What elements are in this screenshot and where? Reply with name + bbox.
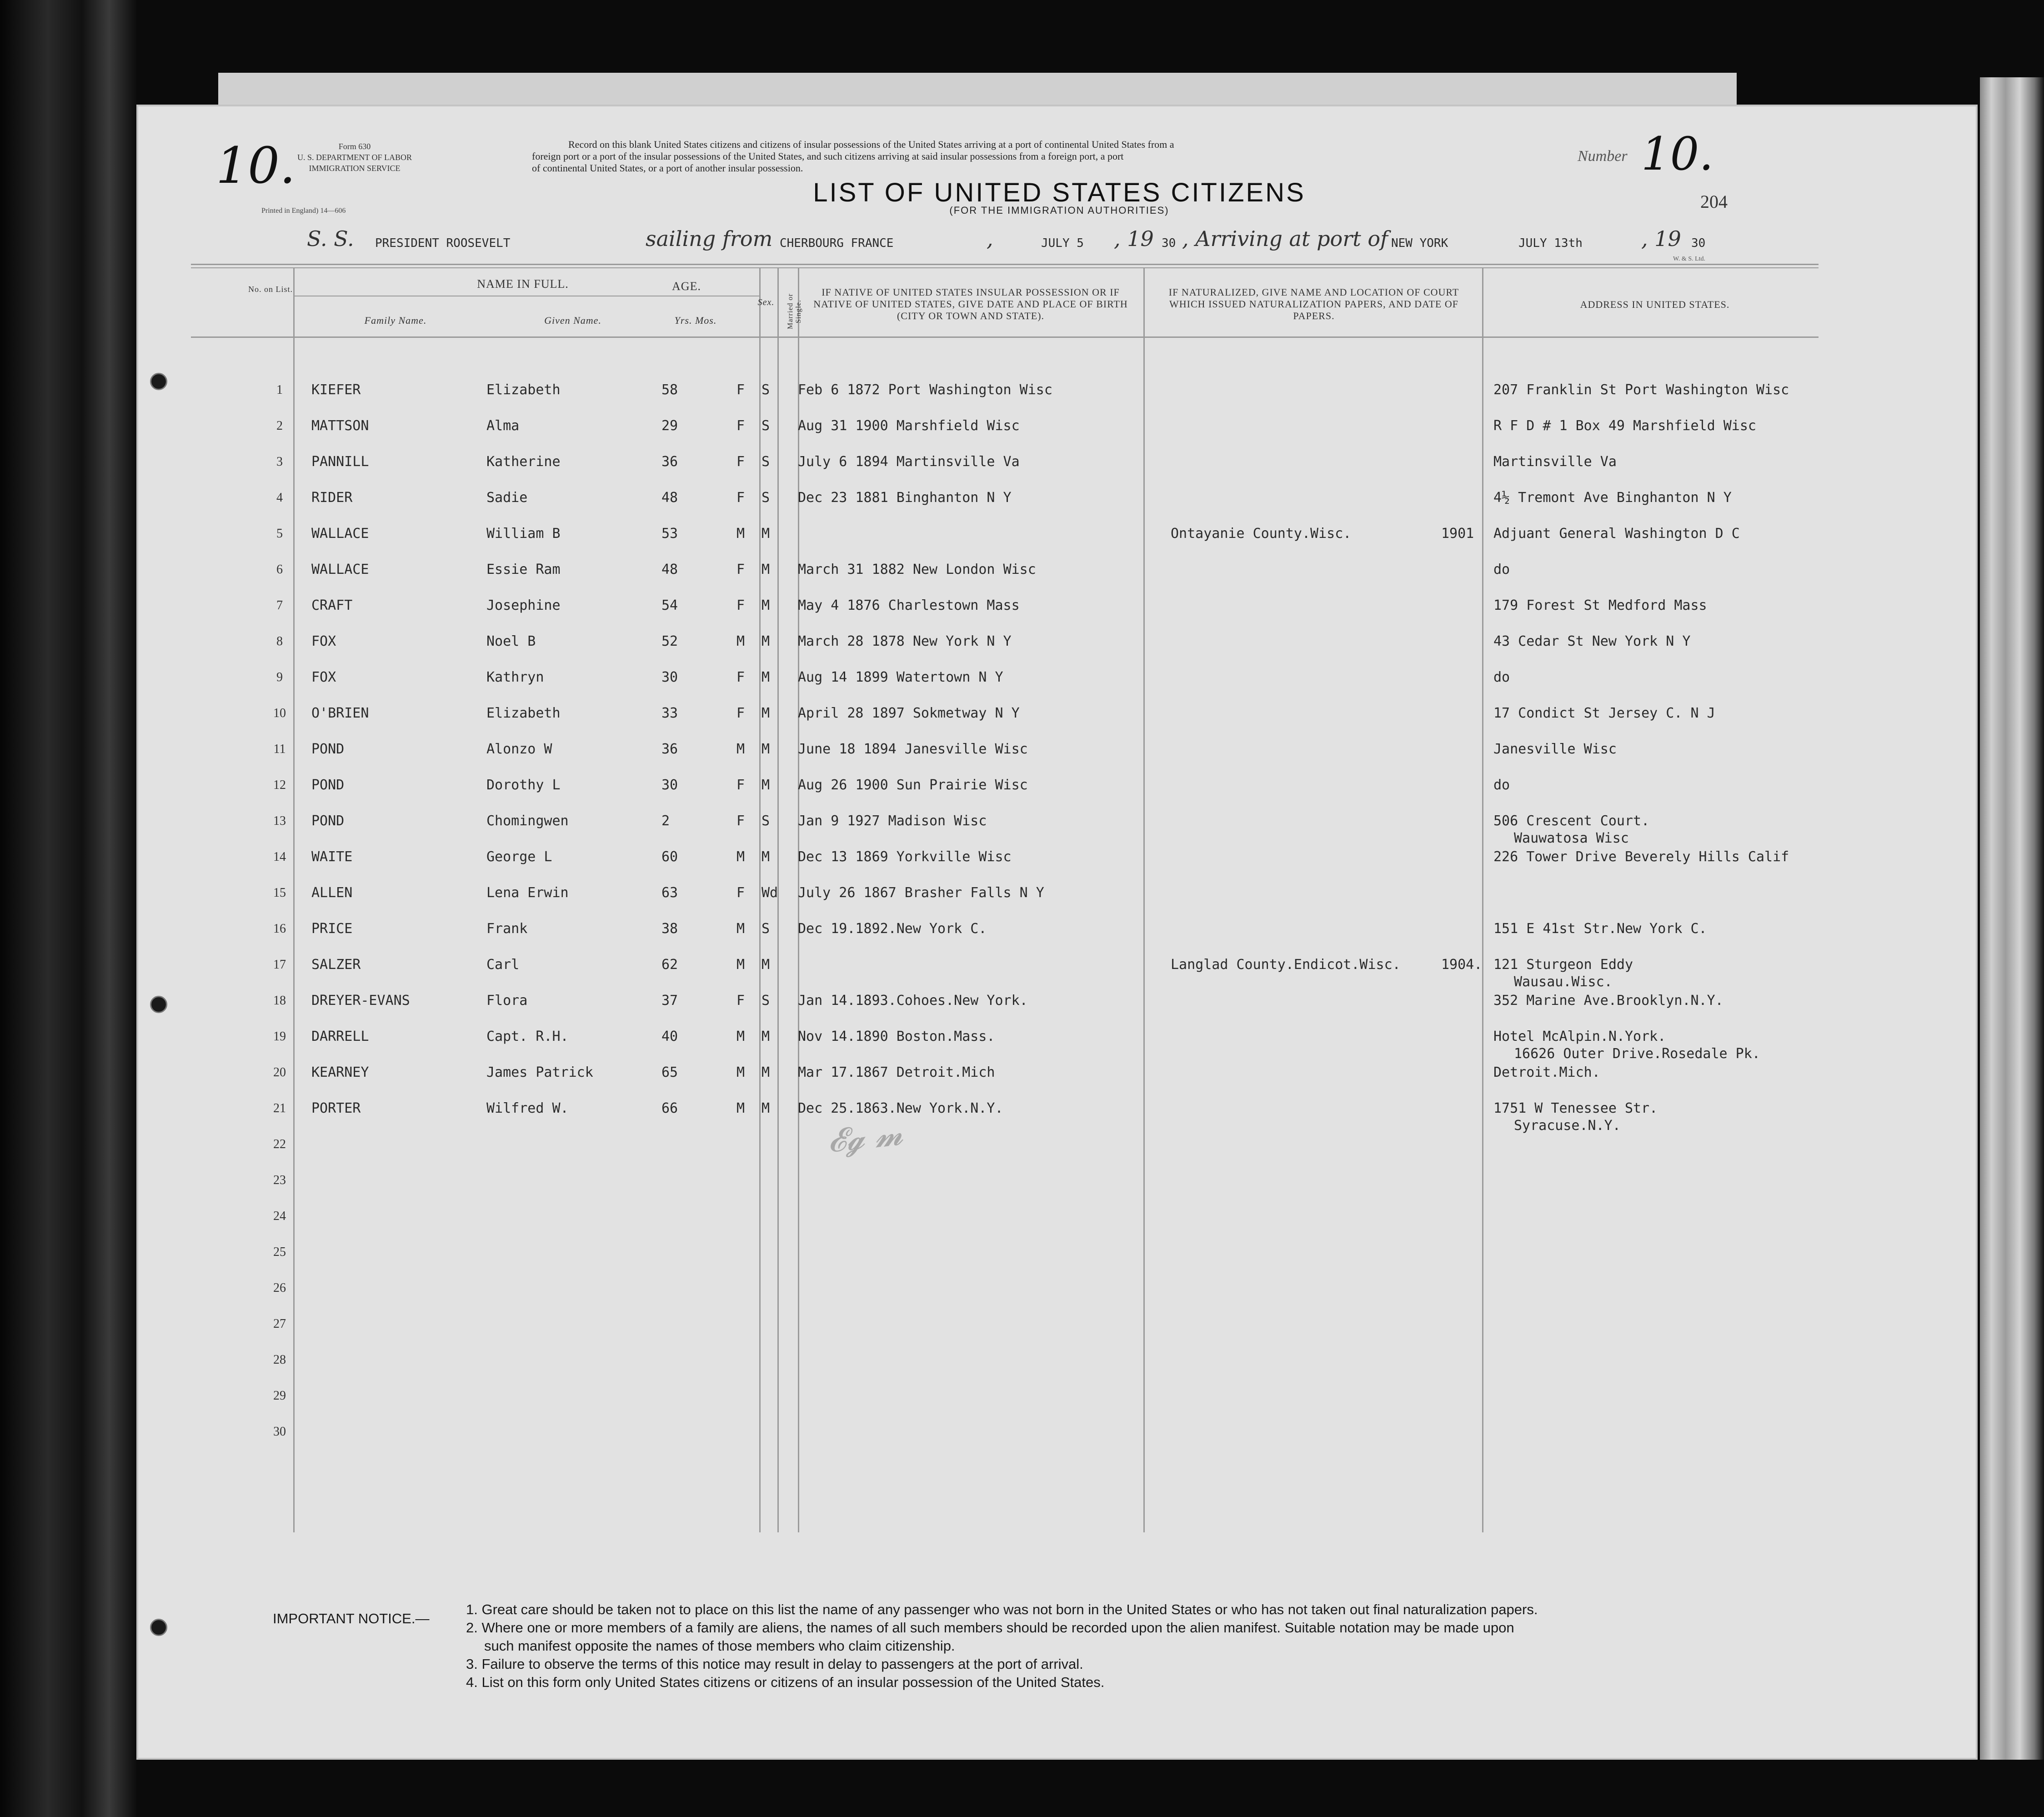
family-name-cell: DREYER-EVANS: [311, 993, 410, 1009]
number-value: 10.: [1641, 127, 1714, 181]
row-number: 9: [276, 670, 283, 684]
given-name-cell: Alonzo W: [486, 741, 552, 757]
row-number: 18: [273, 994, 286, 1008]
birth-cell: Dec 19.1892.New York C.: [798, 921, 987, 937]
address-cell: 43 Cedar St New York N Y: [1493, 633, 1691, 649]
birth-cell: April 28 1897 Sokmetway N Y: [798, 705, 1020, 721]
age-cell: 40: [661, 1029, 678, 1044]
row-number: 4: [276, 491, 283, 505]
arrival-date: JULY 13th: [1518, 236, 1583, 250]
marital-cell: M: [761, 705, 770, 721]
notice-item: 3. Failure to observe the terms of this notice may result in delay to passengers at the port of arrival.: [466, 1656, 1083, 1672]
row-number: 17: [273, 958, 286, 972]
family-name-cell: WALLACE: [311, 526, 369, 542]
family-name-cell: PORTER: [311, 1100, 361, 1116]
marital-cell: S: [761, 418, 770, 434]
age-cell: 30: [661, 669, 678, 685]
row-number: 23: [273, 1173, 286, 1187]
given-name-cell: Elizabeth: [486, 705, 561, 721]
age-cell: 54: [661, 597, 678, 613]
birth-cell: Dec 25.1863.New York.N.Y.: [798, 1100, 1003, 1116]
birth-cell: Jan 14.1893.Cohoes.New York.: [798, 993, 1028, 1009]
marital-cell: M: [761, 669, 770, 685]
address-cell: 4½ Tremont Ave Binghanton N Y: [1493, 490, 1732, 506]
printed-note: Printed in England) 14—606: [261, 207, 346, 215]
sex-cell: M: [736, 957, 745, 973]
record-line: of continental United States, or a port of another insular possession.: [532, 162, 803, 174]
given-name-cell: Frank: [486, 921, 528, 937]
sex-cell: F: [736, 562, 745, 577]
arriving-label: , Arriving at port of: [1182, 226, 1388, 251]
notice-item: 2. Where one or more members of a family are aliens, the names of all such members should be recorded upon the alien manifest. Suitable notation may be made upon: [466, 1620, 1514, 1636]
sex-cell: M: [736, 526, 745, 542]
birth-cell: Mar 17.1867 Detroit.Mich: [798, 1064, 995, 1080]
marital-cell: M: [761, 1064, 770, 1080]
given-name-cell: Alma: [486, 418, 520, 434]
given-name-cell: Sadie: [486, 490, 528, 506]
address-cell: do: [1493, 777, 1510, 793]
given-name-cell: Capt. R.H.: [486, 1029, 569, 1044]
birth-cell: Jan 9 1927 Madison Wisc: [798, 813, 987, 829]
address-cell-line2: Wauwatosa Wisc: [1514, 830, 1629, 846]
given-name-cell: Noel B: [486, 633, 536, 649]
form-service: IMMIGRATION SERVICE: [309, 164, 401, 173]
sex-cell: F: [736, 490, 745, 506]
age-cell: 38: [661, 921, 678, 937]
column-rule: [293, 268, 295, 1532]
punch-hole-icon: [150, 996, 167, 1013]
given-name-cell: William B: [486, 526, 561, 542]
row-number: 3: [276, 455, 283, 469]
marital-cell: M: [761, 526, 770, 542]
row-number: 2: [276, 419, 283, 433]
sailing-label: sailing from: [646, 226, 773, 251]
column-rule: [1482, 268, 1483, 1532]
family-name-cell: POND: [311, 741, 345, 757]
marital-cell: M: [761, 741, 770, 757]
page-title: LIST OF UNITED STATES CITIZENS: [813, 178, 1306, 207]
birth-cell: Dec 23 1881 Binghanton N Y: [798, 490, 1012, 506]
marital-cell: M: [761, 1100, 770, 1116]
age-cell: 2: [661, 813, 670, 829]
given-name-cell: Dorothy L: [486, 777, 561, 793]
notice-item: 1. Great care should be taken not to place on this list the name of any passenger who was not born in the United States or who has not taken out final naturalization papers.: [466, 1601, 1538, 1617]
header-naturalized: IF NATURALIZED, GIVE NAME AND LOCATION OF COURT WHICH ISSUED NATURALIZATION PAPERS, AND DATE OF PAPERS.: [1168, 286, 1459, 321]
age-cell: 36: [661, 741, 678, 757]
row-number: 7: [276, 598, 283, 612]
birth-cell: March 28 1878 New York N Y: [798, 633, 1012, 649]
row-number: 12: [273, 778, 286, 792]
scan-binder-edge: [1980, 77, 2044, 1760]
sex-cell: M: [736, 741, 745, 757]
form-department: U. S. DEPARTMENT OF LABOR: [297, 153, 412, 162]
row-number: 1: [276, 383, 283, 397]
age-cell: 36: [661, 454, 678, 470]
row-number: 26: [273, 1281, 286, 1295]
header-yrs-mos: Yrs. Mos.: [674, 315, 717, 326]
sex-cell: F: [736, 597, 745, 613]
sex-cell: M: [736, 849, 745, 865]
header-age: AGE.: [672, 280, 701, 293]
birth-cell: Dec 13 1869 Yorkville Wisc: [798, 849, 1012, 865]
marital-cell: M: [761, 562, 770, 577]
family-name-cell: SALZER: [311, 957, 361, 973]
row-number: 29: [273, 1389, 286, 1403]
age-cell: 65: [661, 1064, 678, 1080]
row-number: 19: [273, 1029, 286, 1044]
birth-cell: May 4 1876 Charlestown Mass: [798, 597, 1020, 613]
birth-cell: March 31 1882 New London Wisc: [798, 562, 1036, 577]
comma: ,: [987, 226, 993, 251]
address-cell: 352 Marine Ave.Brooklyn.N.Y.: [1493, 993, 1723, 1009]
header-address: ADDRESS IN UNITED STATES.: [1580, 299, 1730, 310]
court-year-cell: 1904.: [1441, 957, 1483, 973]
row-number: 14: [273, 850, 286, 864]
address-cell: Detroit.Mich.: [1493, 1064, 1600, 1080]
row-number: 30: [273, 1425, 286, 1439]
row-number: 20: [273, 1065, 286, 1079]
age-cell: 33: [661, 705, 678, 721]
address-cell-line2: Wausau.Wisc.: [1514, 974, 1613, 990]
marital-cell: Wd: [761, 885, 778, 901]
sex-cell: F: [736, 382, 745, 398]
address-cell: 506 Crescent Court.: [1493, 813, 1650, 829]
manifest-page: [136, 105, 1978, 1760]
birth-cell: June 18 1894 Janesville Wisc: [798, 741, 1028, 757]
court-year-cell: 1901: [1441, 526, 1474, 542]
given-name-cell: George L: [486, 849, 552, 865]
birth-cell: Nov 14.1890 Boston.Mass.: [798, 1029, 995, 1044]
form-info: [273, 141, 436, 174]
row-number: 25: [273, 1245, 286, 1259]
ship-name: PRESIDENT ROOSEVELT: [375, 236, 511, 250]
given-name-cell: Kathryn: [486, 669, 544, 685]
year-prefix: , 19: [1114, 226, 1154, 251]
given-name-cell: Wilfred W.: [486, 1100, 569, 1116]
marital-cell: S: [761, 993, 770, 1009]
address-cell: do: [1493, 669, 1510, 685]
number-label: Number: [1578, 148, 1628, 165]
page-number: 204: [1700, 191, 1728, 212]
given-name-cell: Katherine: [486, 454, 561, 470]
age-cell: 29: [661, 418, 678, 434]
address-cell: Hotel McAlpin.N.York.: [1493, 1029, 1666, 1044]
family-name-cell: FOX: [311, 633, 336, 649]
marital-cell: S: [761, 921, 770, 937]
age-cell: 66: [661, 1100, 678, 1116]
family-name-cell: MATTSON: [311, 418, 369, 434]
row-number: 5: [276, 527, 283, 541]
address-cell: Martinsville Va: [1493, 454, 1617, 470]
column-rule: [759, 268, 761, 1532]
family-name-cell: WAITE: [311, 849, 353, 865]
age-cell: 48: [661, 490, 678, 506]
row-number: 22: [273, 1137, 286, 1151]
from-port: CHERBOURG FRANCE: [780, 236, 894, 250]
rule: [191, 336, 1819, 338]
age-cell: 30: [661, 777, 678, 793]
age-cell: 48: [661, 562, 678, 577]
age-cell: 60: [661, 849, 678, 865]
row-number: 6: [276, 562, 283, 577]
given-name-cell: Essie Ram: [486, 562, 561, 577]
marital-cell: S: [761, 813, 770, 829]
family-name-cell: DARRELL: [311, 1029, 369, 1044]
marital-cell: M: [761, 633, 770, 649]
birth-cell: Aug 26 1900 Sun Prairie Wisc: [798, 777, 1028, 793]
address-cell: 179 Forest St Medford Mass: [1493, 597, 1707, 613]
given-name-cell: James Patrick: [486, 1064, 593, 1080]
court-cell: Langlad County.Endicot.Wisc.: [1171, 957, 1401, 973]
address-cell: R F D # 1 Box 49 Marshfield Wisc: [1493, 418, 1756, 434]
sex-cell: F: [736, 418, 745, 434]
family-name-cell: PANNILL: [311, 454, 369, 470]
family-name-cell: KIEFER: [311, 382, 361, 398]
family-name-cell: FOX: [311, 669, 336, 685]
birth-cell: July 6 1894 Martinsville Va: [798, 454, 1020, 470]
given-name-cell: Elizabeth: [486, 382, 561, 398]
header-birth: IF NATIVE OF UNITED STATES INSULAR POSSESSION OR IF NATIVE OF UNITED STATES, GIVE DATE AND PLACE OF BIRTH (CITY OR TOWN AND STATE).: [813, 286, 1128, 321]
address-cell: 17 Condict St Jersey C. N J: [1493, 705, 1715, 721]
age-cell: 63: [661, 885, 678, 901]
page-subtitle: (FOR THE IMMIGRATION AUTHORITIES): [949, 205, 1169, 216]
sex-cell: F: [736, 705, 745, 721]
record-line: Record on this blank United States citizens and citizens of insular possessions of the United States arriving at a port of continental United States from a: [568, 139, 1174, 150]
sex-cell: M: [736, 1029, 745, 1044]
address-cell-line2: 16626 Outer Drive.Rosedale Pk.: [1514, 1046, 1760, 1062]
sex-cell: F: [736, 777, 745, 793]
record-instructions: [532, 139, 1646, 174]
sex-cell: F: [736, 454, 745, 470]
notice-label: IMPORTANT NOTICE.—: [273, 1611, 430, 1626]
address-cell-line2: Syracuse.N.Y.: [1514, 1118, 1621, 1134]
punch-hole-icon: [150, 373, 167, 390]
row-number: 8: [276, 634, 283, 648]
row-number: 27: [273, 1317, 286, 1331]
sex-cell: F: [736, 669, 745, 685]
marital-cell: S: [761, 382, 770, 398]
column-rule: [1143, 268, 1145, 1532]
notice-items: [466, 1601, 1948, 1692]
sail-date: JULY 5: [1041, 236, 1084, 250]
row-number: 10: [273, 706, 286, 720]
family-name-cell: O'BRIEN: [311, 705, 369, 721]
birth-cell: July 26 1867 Brasher Falls N Y: [798, 885, 1044, 901]
address-cell: 151 E 41st Str.New York C.: [1493, 921, 1707, 937]
address-cell: 121 Sturgeon Eddy: [1493, 957, 1633, 973]
row-number: 15: [273, 886, 286, 900]
given-name-cell: Lena Erwin: [486, 885, 569, 901]
given-name-cell: Chomingwen: [486, 813, 569, 829]
rule: [191, 267, 1819, 268]
header-sex: Sex.: [757, 297, 775, 307]
family-name-cell: WALLACE: [311, 562, 369, 577]
family-name-cell: ALLEN: [311, 885, 353, 901]
marital-cell: M: [761, 597, 770, 613]
sex-cell: F: [736, 813, 745, 829]
notice-item: such manifest opposite the names of those members who claim citizenship.: [484, 1638, 955, 1654]
family-name-cell: CRAFT: [311, 597, 353, 613]
row-number: 16: [273, 922, 286, 936]
faint-signature: 𝓔𝓰 𝓶: [826, 1114, 905, 1160]
year-prefix: , 19: [1641, 226, 1681, 251]
row-number: 13: [273, 814, 286, 828]
notice-item: 4. List on this form only United States citizens or citizens of an insular possession of the United States.: [466, 1674, 1105, 1690]
row-number: 24: [273, 1209, 286, 1223]
arrival-port: NEW YORK: [1391, 236, 1448, 250]
family-name-cell: RIDER: [311, 490, 353, 506]
row-number: 11: [273, 742, 286, 756]
family-name-cell: KEARNEY: [311, 1064, 369, 1080]
given-name-cell: Flora: [486, 993, 528, 1009]
printer-mark: W. & S. Ltd.: [1673, 256, 1706, 262]
family-name-cell: POND: [311, 813, 345, 829]
birth-cell: Feb 6 1872 Port Washington Wisc: [798, 382, 1052, 398]
header-family-name: Family Name.: [364, 315, 427, 326]
age-cell: 53: [661, 526, 678, 542]
age-cell: 58: [661, 382, 678, 398]
birth-cell: Aug 14 1899 Watertown N Y: [798, 669, 1003, 685]
address-cell: do: [1493, 562, 1510, 577]
sex-cell: M: [736, 633, 745, 649]
marital-cell: S: [761, 454, 770, 470]
marital-cell: M: [761, 957, 770, 973]
row-number: 21: [273, 1101, 286, 1115]
ss-label: S. S.: [307, 226, 354, 251]
sex-cell: M: [736, 1100, 745, 1116]
given-name-cell: Carl: [486, 957, 520, 973]
sail-year: 30: [1162, 236, 1176, 250]
birth-cell: Aug 31 1900 Marshfield Wisc: [798, 418, 1020, 434]
address-cell: 207 Franklin St Port Washington Wisc: [1493, 382, 1789, 398]
record-line: foreign port or a port of the insular possessions of the United States, and such citizens arriving at said insular possessions from a foreign port, a port: [532, 151, 1124, 162]
header-name-in-full: NAME IN FULL.: [477, 277, 569, 291]
form-number: Form 630: [338, 142, 371, 151]
header-given-name: Given Name.: [544, 315, 601, 326]
age-cell: 62: [661, 957, 678, 973]
marital-cell: M: [761, 1029, 770, 1044]
age-cell: 37: [661, 993, 678, 1009]
family-name-cell: PRICE: [311, 921, 353, 937]
address-cell: 1751 W Tenessee Str.: [1493, 1100, 1658, 1116]
sex-cell: M: [736, 921, 745, 937]
address-cell: Adjuant General Washington D C: [1493, 526, 1740, 542]
arrival-year: 30: [1691, 236, 1706, 250]
header-no-on-list: No. on List.: [248, 285, 293, 294]
sex-cell: F: [736, 885, 745, 901]
header-married-single: Married or Single.: [787, 293, 802, 330]
scan-left-edge: [0, 0, 136, 1817]
sex-cell: F: [736, 993, 745, 1009]
family-name-cell: POND: [311, 777, 345, 793]
marital-cell: M: [761, 777, 770, 793]
given-name-cell: Josephine: [486, 597, 561, 613]
marital-cell: M: [761, 849, 770, 865]
rule: [191, 264, 1819, 265]
punch-hole-icon: [150, 1619, 167, 1636]
sex-cell: M: [736, 1064, 745, 1080]
address-cell: 226 Tower Drive Beverely Hills Calif: [1493, 849, 1789, 865]
handwritten-number: 10.: [216, 136, 296, 195]
row-number: 28: [273, 1353, 286, 1367]
address-cell: Janesville Wisc: [1493, 741, 1617, 757]
marital-cell: S: [761, 490, 770, 506]
court-cell: Ontayanie County.Wisc.: [1171, 526, 1352, 542]
age-cell: 52: [661, 633, 678, 649]
